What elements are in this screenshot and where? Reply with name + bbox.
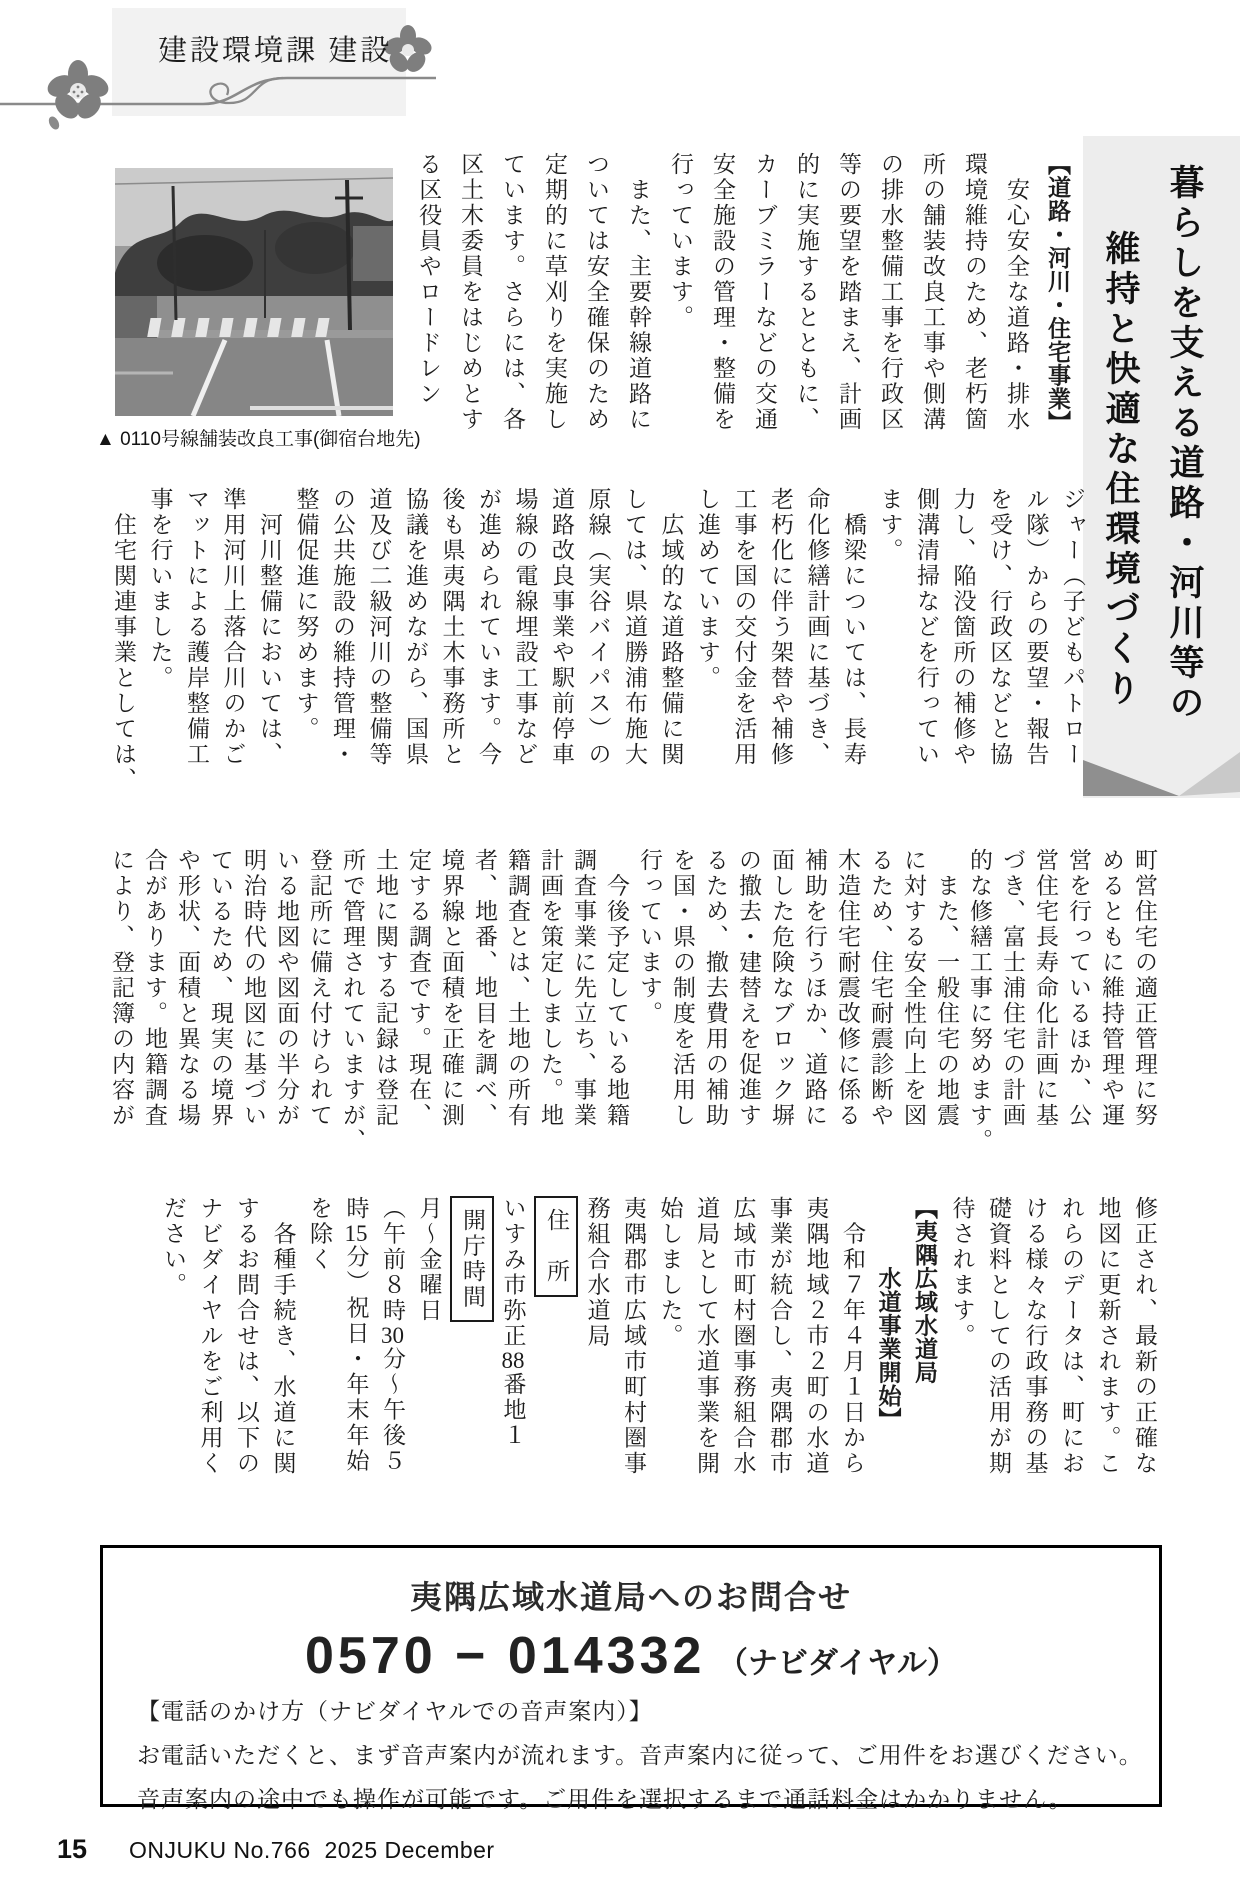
article-column: 籍調査とは、土地の所有 [505, 848, 530, 1129]
article-column: 力し、陥没箇所の補修や [950, 487, 976, 768]
article-column: 事業が統合し、夷隅郡市 [767, 1196, 792, 1477]
petal-icon [47, 115, 62, 130]
article-column: 事を行いました。 [147, 487, 173, 691]
article-column: ル隊）からの要望・報告 [1023, 487, 1049, 768]
article-column: （午前８時30分～午後５ [380, 1196, 405, 1474]
article-column: を国・県の制度を活用し [670, 848, 695, 1129]
article-column: 令和７年４月１日から [840, 1196, 865, 1477]
article-column: 老朽化に伴う架替や補修 [768, 487, 793, 768]
article-column: 準用河川上落合川のかご [220, 487, 246, 768]
article-column: いすみ市弥正88番地１ [500, 1196, 526, 1449]
article-column: ています。さらには、各 [500, 152, 525, 433]
article-band-1 [405, 152, 1079, 470]
article-column: 場線の電線埋設工事など [512, 487, 538, 768]
article-column: 開庁時間 [450, 1196, 495, 1322]
article-column: 協議を進めながら、国県 [403, 487, 428, 768]
article-column: 各種手続き、水道に関 [270, 1196, 296, 1477]
article-column: 営住宅長寿命化計画に基 [1033, 848, 1058, 1129]
article-column: 町営住宅の適正管理に努 [1132, 848, 1157, 1129]
article-column: 橋梁については、長寿 [841, 487, 866, 768]
page-footer [57, 1834, 495, 1865]
department-header: 建設環境課 建設 [158, 35, 393, 67]
article-column: 行っています。 [668, 152, 693, 331]
article-title-block [1083, 136, 1240, 798]
article-column: いる地図や図面の半分が [274, 848, 299, 1129]
article-column: 道路改良事業や駅前停車 [549, 487, 574, 768]
phone-type-label: （ナビダイヤル） [717, 1647, 958, 1680]
article-column: に対する安全性向上を図 [901, 848, 926, 1129]
article-column: 命化修繕計画に基づき、 [804, 487, 830, 768]
title-line-1: 暮らしを支える道路・河川等の [1165, 164, 1204, 724]
article-column: 月～金曜日 [416, 1196, 442, 1324]
article-column: 修正され、最新の正確な [1132, 1196, 1157, 1477]
article-column: 面した危険なブロック塀 [769, 848, 794, 1129]
flower-icon [44, 60, 112, 123]
article-column: により、登記簿の内容が [109, 848, 134, 1129]
article-column: 的に実施するとともに、 [794, 152, 819, 433]
article-column: 道及び二級河川の整備等 [366, 487, 392, 768]
article-column: 行っています。 [637, 848, 662, 1027]
howto-header: 【電話のかけ方（ナビダイヤルでの音声案内）】 [137, 1698, 653, 1724]
article-column: するお問合せは、以下の [234, 1196, 259, 1477]
article-band-4 [150, 1196, 1162, 1536]
issue-info: ONJUKU No.766 2025 December [129, 1837, 495, 1863]
article-column: 区土木委員をはじめとす [458, 152, 483, 433]
article-column: を除く [307, 1196, 332, 1273]
article-column: 【夷隅広域水道局 [912, 1196, 938, 1384]
article-column: マットによる護岸整備工 [184, 487, 209, 768]
article-column: 環境維持のため、老朽箇 [962, 152, 987, 433]
article-column: の排水整備工事を行政区 [878, 152, 903, 433]
article-column: 安心安全な道路・排水 [1004, 152, 1029, 433]
article-column: 所の舗装改良工事や側溝 [920, 152, 945, 433]
article-column: や形状、面積と異なる場 [175, 848, 200, 1129]
article-column: カーブミラーなどの交通 [752, 152, 777, 433]
title-ribbon-chevron [1083, 732, 1240, 798]
article-column: 合があります。地籍調査 [142, 848, 167, 1129]
article-column: めるともに維持管理や運 [1099, 848, 1124, 1129]
article-column: ます。 [877, 487, 903, 564]
road-photo [115, 168, 393, 416]
contact-phone-row [103, 1626, 1159, 1686]
article-column: 水道事業開始】 [875, 1196, 902, 1431]
article-column: 工事を国の交付金を活用 [731, 487, 757, 768]
article-column: 等の要望を踏まえ、計画 [836, 152, 861, 433]
article-column: 広域市町村圏事務組合水 [730, 1196, 756, 1477]
article-column: 後も県夷隅土木事務所と [439, 487, 465, 768]
article-column: ジャー（子どもパトロー [1060, 487, 1085, 768]
article-column: また、一般住宅の地震 [934, 848, 959, 1129]
article-column: れらのデータは、町にお [1059, 1196, 1084, 1477]
article-column: 待されます。 [949, 1196, 975, 1349]
article-column: し進めています。 [695, 487, 720, 691]
article-column: の撤去・建替えを促進す [736, 848, 761, 1129]
article-column: 原線（実谷バイパス）の [585, 487, 611, 768]
article-column: 住 所 [534, 1196, 579, 1297]
article-column: が進められています。今 [476, 487, 501, 768]
article-column: 道局として水道事業を開 [694, 1196, 719, 1477]
article-column: るため、住宅耐震診断や [868, 848, 893, 1129]
contact-box-title: 夷隅広域水道局へのお問合せ [409, 1579, 852, 1615]
header-ornament [0, 6, 436, 130]
article-column: 登記所に備え付けられて [307, 848, 332, 1129]
article-column: 者、地番、地目を調べ、 [472, 848, 497, 1129]
article-column: 夷隅郡市広域市町村圏事 [621, 1196, 646, 1477]
article-column: 側溝清掃などを行ってい [914, 487, 939, 768]
article-column: 境界線と面積を正確に測 [439, 848, 464, 1129]
article-column: 始しました。 [657, 1196, 683, 1349]
article-column: また、主要幹線道路に [626, 152, 651, 433]
article-column: 補助を行うほか、道路に [802, 848, 827, 1129]
page-number: 15 [57, 1834, 88, 1864]
article-column: 的な修繕工事に努めます。 [967, 848, 992, 1154]
article-column: 明治時代の地図に基づい [241, 848, 266, 1129]
article-column: 時15分）祝日・年末年始 [343, 1196, 369, 1474]
title-line-2: 維持と快適な住環境づくり [1101, 230, 1140, 710]
article-column: 礎資料としての活用が期 [986, 1196, 1011, 1477]
photo-caption: ▲ 0110号線舗装改良工事(御宿台地先) [96, 429, 421, 450]
article-column: る区役員やロードレン [416, 152, 441, 407]
article-band-2 [103, 487, 1090, 809]
article-column: しては、県道勝浦布施大 [622, 487, 647, 768]
article-column: 安全施設の管理・整備を [710, 152, 735, 433]
article-column: の公共施設の維持管理・ [330, 487, 355, 768]
article-column: 夷隅地域２市２町の水道 [803, 1196, 829, 1477]
article-column: ださい。 [161, 1196, 186, 1298]
road-photo-graphic [115, 168, 393, 416]
howto-line-1: お電話いただくと、まず音声案内が流れます。音声案内に従って、ご用件をお選びください。 [137, 1742, 1143, 1768]
article-column: 整備促進に努めます。 [293, 487, 319, 742]
howto-line-2: 音声案内の途中でも操作が可能です。ご用件を選択するまで通話料金はかかりません。 [137, 1786, 1073, 1812]
article-column: づき、富士浦住宅の計画 [1000, 848, 1025, 1129]
article-column: 調査事業に先立ち、事業 [571, 848, 596, 1129]
contact-box [100, 1545, 1162, 1812]
article-column: 広域的な道路整備に関 [658, 487, 684, 768]
article-column: 住宅関連事業としては、 [111, 487, 136, 793]
article-column: 河川整備においては、 [257, 487, 282, 768]
article-column: 土地に関する記録は登記 [373, 848, 398, 1129]
article-column: 定する調査です。現在、 [406, 848, 431, 1129]
article-column: 務組合水道局 [584, 1196, 610, 1349]
article-column: 定期的に草刈りを実施し [542, 152, 567, 433]
article-column: 木造住宅耐震改修に係る [835, 848, 860, 1129]
article-column: 所で管理されていますが、 [340, 848, 365, 1154]
article-column: るため、撤去費用の補助 [703, 848, 728, 1129]
phone-number: 0570 − 014332 [304, 1627, 706, 1685]
article-column: を受け、行政区などと協 [987, 487, 1012, 768]
article-title [1088, 164, 1216, 774]
article-column: ナビダイヤルをご利用く [197, 1196, 223, 1477]
article-column: 【道路・河川・住宅事業】 [1045, 152, 1071, 434]
article-column: ついては安全確保のため [584, 152, 609, 433]
article-column: 今後予定している地籍 [604, 848, 629, 1129]
article-column: 地図に更新されます。こ [1095, 1196, 1121, 1477]
article-band-3 [102, 848, 1161, 1170]
article-column: ける様々な行政事務の基 [1022, 1196, 1048, 1477]
article-column: 営を行っているほか、公 [1066, 848, 1091, 1129]
article-column: ているため、現実の境界 [208, 848, 233, 1129]
article-column: 計画を策定しました。地 [538, 848, 563, 1129]
